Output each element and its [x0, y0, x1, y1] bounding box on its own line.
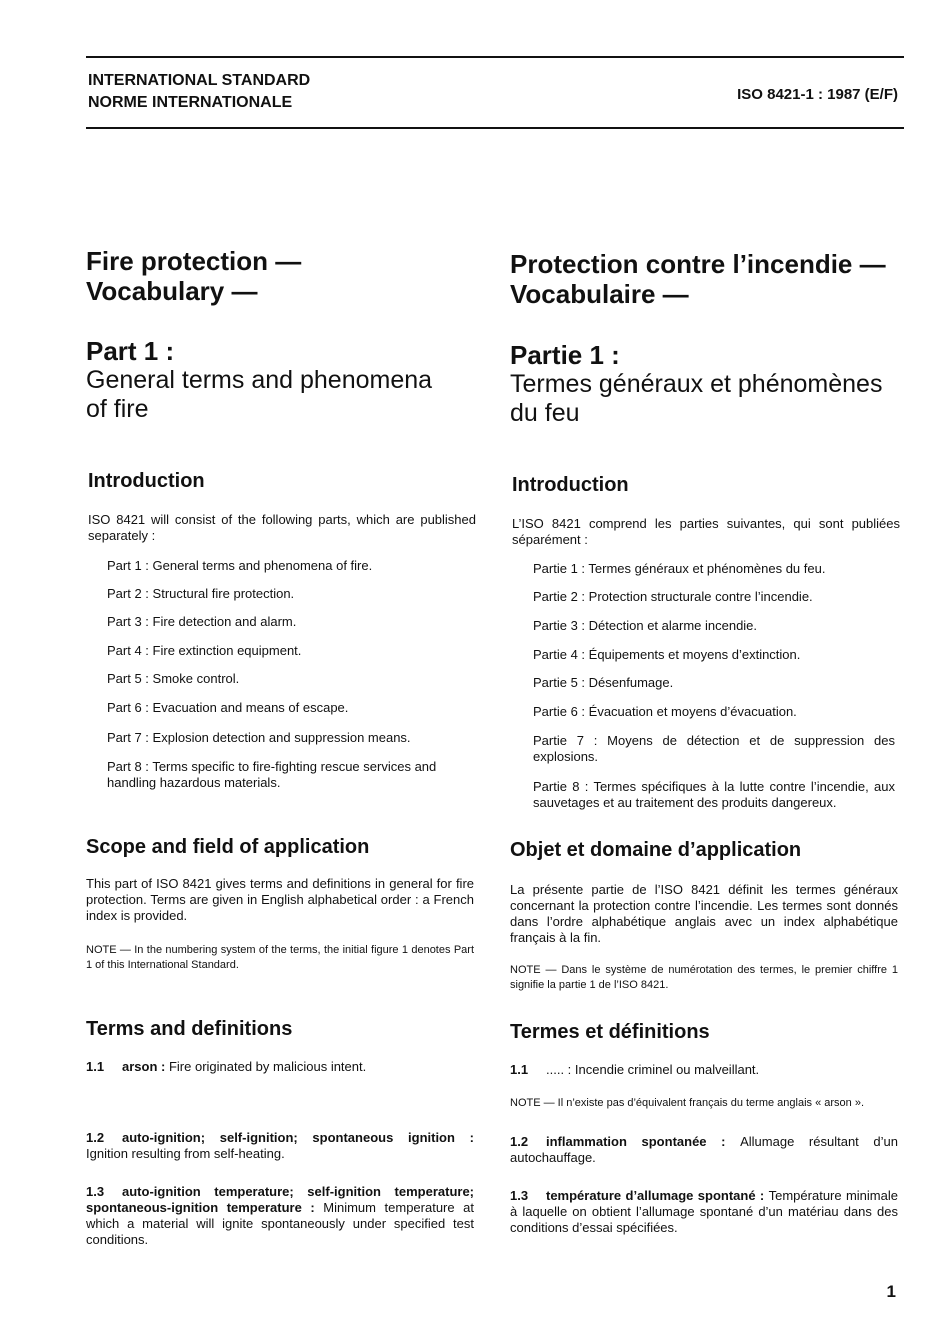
part-desc: General terms and phenomena of fire. [152, 558, 373, 573]
french-part-block [510, 340, 910, 428]
part-desc: Moyens de détection et de suppression des explosions. [533, 733, 895, 764]
french-scope-text: La présente partie de l’ISO 8421 définit les termes généraux concernant la protection contre l’incendie. Les termes sont donnés dans l’ordre alphabétique anglais avec un index alphabétique français à la fin. [510, 882, 898, 945]
part-desc: Désenfumage. [588, 675, 674, 690]
french-title-line2: Vocabulaire — [510, 279, 689, 309]
part-label: Partie 1 : [533, 561, 586, 576]
part-label: Part 6 : [107, 700, 149, 715]
english-part-item [107, 586, 475, 602]
term-number: 1.1 [86, 1059, 105, 1074]
english-scope-note: NOTE — In the numbering system of the terms, the initial figure 1 denotes Part 1 of this International Standard. [86, 944, 474, 971]
french-intro-text: L’ISO 8421 comprend les parties suivantes, qui sont publiées séparément : [512, 516, 900, 547]
document-type-fr: NORME INTERNATIONALE [88, 94, 293, 111]
french-part-item [533, 704, 895, 720]
french-part-item [533, 561, 895, 577]
english-part-subtitle-line1: General terms and phenomena [86, 366, 433, 394]
english-term-1-1 [86, 1059, 474, 1075]
english-part-item [107, 558, 475, 574]
part-desc: Terms specific to fire-fighting rescue services and handling hazardous materials. [107, 759, 437, 790]
header-rule-bottom [86, 127, 904, 129]
french-part-item [533, 675, 895, 691]
english-term-1-2 [86, 1130, 474, 1162]
term-separator: : [706, 1134, 741, 1149]
part-label: Partie 4 : [533, 647, 586, 662]
term-number: 1.2 [86, 1130, 105, 1145]
part-label: Partie 3 : [533, 618, 586, 633]
part-label: Part 2 : [107, 586, 149, 601]
part-desc: Termes généraux et phénomènes du feu. [588, 561, 826, 576]
term-definition: Minimum temperature at which a material will ignite spontaneously under specified test conditions. [86, 1200, 475, 1247]
french-part-subtitle-line1: Termes généraux et phénomènes [510, 370, 883, 398]
page-number: 1 [886, 1282, 896, 1301]
part-desc: Équipements et moyens d’extinction. [588, 647, 801, 662]
french-term-1-3 [510, 1188, 898, 1236]
french-terms-heading: Termes et définitions [510, 1021, 710, 1043]
english-title-line1: Fire protection — [86, 246, 302, 276]
english-part-block [86, 336, 476, 424]
part-label: Part 8 : [107, 759, 149, 774]
english-part-item [107, 759, 475, 791]
french-term-1-2 [510, 1134, 898, 1166]
part-desc: Explosion detection and suppression means. [152, 730, 411, 745]
part-desc: Fire detection and alarm. [152, 614, 297, 629]
part-label: Part 5 : [107, 671, 149, 686]
english-term-1-3 [86, 1184, 474, 1248]
part-desc: Fire extinction equipment. [152, 643, 302, 658]
english-title-block [86, 246, 476, 306]
term-separator: : [301, 1200, 324, 1215]
term-number: 1.3 [86, 1184, 105, 1199]
part-label: Part 7 : [107, 730, 149, 745]
term-definition: Incendie criminel ou malveillant. [574, 1062, 760, 1077]
term-definition: Ignition resulting from self-heating. [86, 1146, 285, 1161]
english-title-line2: Vocabulary — [86, 276, 258, 306]
term-definition: Allumage résultant d’un autochauffage. [510, 1134, 898, 1165]
part-desc: Structural fire protection. [152, 586, 295, 601]
part-desc: Smoke control. [152, 671, 240, 686]
part-desc: Protection structurale contre l’incendie. [588, 589, 813, 604]
document-type [88, 70, 310, 114]
part-label: Part 1 : [107, 558, 149, 573]
french-part-subtitle-line2: du feu [510, 399, 580, 427]
part-label: Partie 5 : [533, 675, 586, 690]
term-definition: Fire originated by malicious intent. [168, 1059, 367, 1074]
term-name: température d’allumage spontané [546, 1188, 756, 1203]
english-part-heading: Part 1 : [86, 336, 175, 366]
header-rule-top [86, 56, 904, 58]
french-scope-note: NOTE — Dans le système de numérotation des termes, le premier chiffre 1 signifie la partie 1 de l’ISO 8421. [510, 964, 898, 991]
part-desc: Évacuation et moyens d’évacuation. [588, 704, 797, 719]
part-label: Part 3 : [107, 614, 149, 629]
term-name: auto-ignition temperature; self-ignition temperature; spontaneous-ignition temperature [86, 1184, 474, 1215]
english-intro-text: ISO 8421 will consist of the following parts, which are published separately : [88, 512, 476, 543]
french-part-heading: Partie 1 : [510, 340, 620, 370]
french-title-line1: Protection contre l’incendie — [510, 249, 886, 279]
english-terms-heading: Terms and definitions [86, 1018, 293, 1040]
part-label: Partie 7 : [533, 733, 598, 748]
english-part-item [107, 671, 475, 687]
french-title-block [510, 249, 910, 309]
term-name: arson [122, 1059, 158, 1074]
english-part-item [107, 700, 475, 716]
french-scope-heading: Objet et domaine d’application [510, 839, 802, 861]
french-part-item [533, 647, 895, 663]
term-number: 1.3 [510, 1188, 529, 1203]
term-separator: : [454, 1130, 474, 1145]
term-definition: Température minimale à laquelle on obtient l’allumage spontané d’un matériau dans des conditions d’essai spécifiées. [510, 1188, 898, 1235]
french-part-item [533, 779, 895, 811]
term-separator: : [157, 1059, 169, 1074]
part-desc: Evacuation and means of escape. [152, 700, 349, 715]
french-intro-heading: Introduction [512, 474, 629, 496]
term-number: 1.2 [510, 1134, 529, 1149]
french-part-item [533, 589, 895, 605]
french-part-item [533, 733, 895, 765]
english-scope-heading: Scope and field of application [86, 836, 370, 858]
english-part-item [107, 614, 475, 630]
part-label: Partie 2 : [533, 589, 586, 604]
part-desc: Termes spécifiques à la lutte contre l’incendie, aux sauvetages et au traitement des produits dangereux. [533, 779, 895, 810]
english-part-item [107, 643, 475, 659]
english-part-item [107, 730, 475, 746]
standard-reference: ISO 8421-1 : 1987 (E/F) [737, 86, 898, 103]
term-name: inflammation spontanée [546, 1134, 707, 1149]
part-desc: Détection et alarme incendie. [588, 618, 758, 633]
english-part-subtitle-line2: of fire [86, 395, 149, 423]
document-type-en: INTERNATIONAL STANDARD [88, 72, 311, 89]
french-term-1-1-note: NOTE — Il n’existe pas d’équivalent français du terme anglais « arson ». [510, 1097, 865, 1109]
part-label: Partie 8 : [533, 779, 589, 794]
english-intro-heading: Introduction [88, 470, 205, 492]
french-part-item [533, 618, 895, 634]
term-separator: : [755, 1188, 769, 1203]
term-separator: ..... : [546, 1062, 575, 1077]
english-scope-text: This part of ISO 8421 gives terms and definitions in general for fire protection. Terms are given in English alphabetical order : a French index is provided. [86, 876, 474, 923]
french-term-1-1 [510, 1062, 898, 1078]
part-label: Partie 6 : [533, 704, 586, 719]
term-name: auto-ignition; self-ignition; spontaneous ignition [122, 1130, 455, 1145]
part-label: Part 4 : [107, 643, 149, 658]
term-number: 1.1 [510, 1062, 529, 1077]
